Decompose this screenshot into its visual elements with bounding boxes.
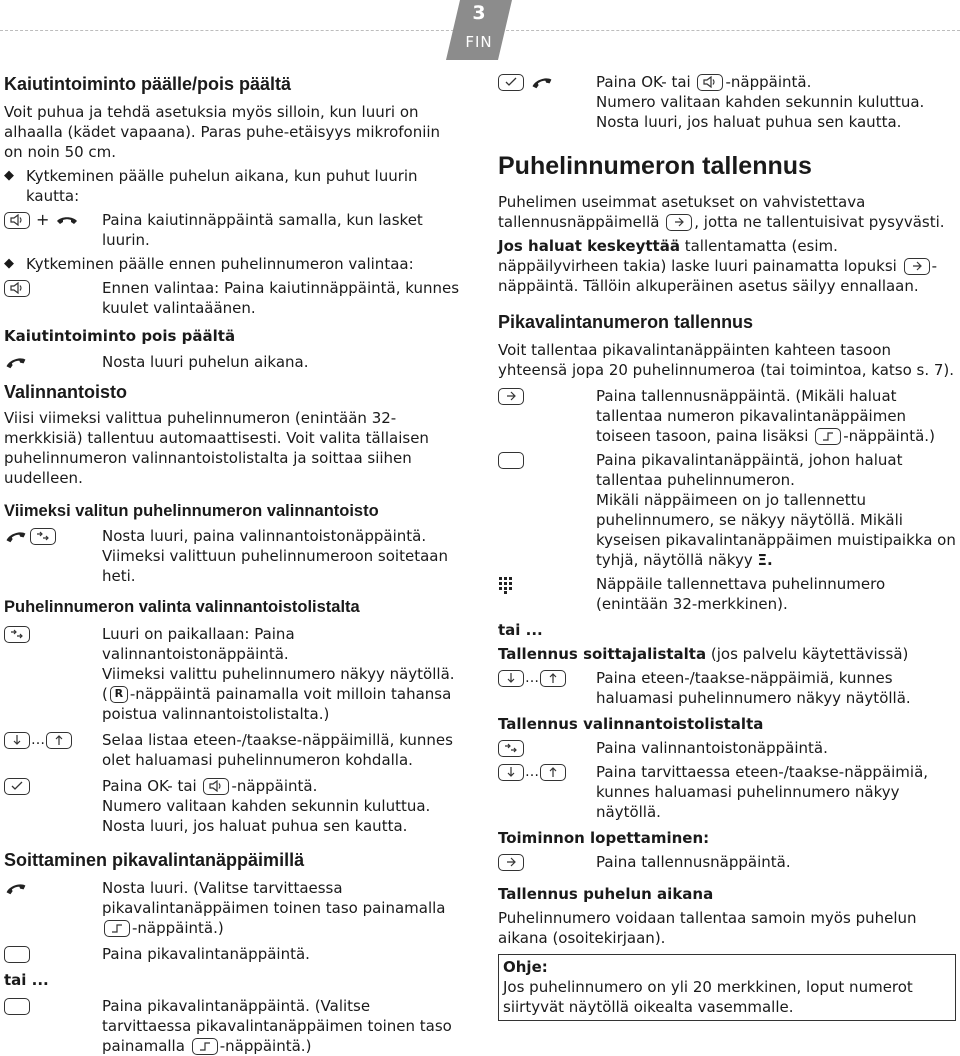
text-span: -näppäintä.: [725, 73, 812, 91]
text-span: Paina OK- tai: [102, 777, 197, 795]
up-key-icon: [540, 670, 566, 687]
text-span: Puhelimen useimmat asetukset on vahvistettava tallennusnäppäimellä: [498, 193, 866, 231]
instruction-text: Paina tallennusnäppäintä.: [596, 853, 791, 871]
down-key-icon: [4, 732, 30, 749]
ellipsis: …: [525, 764, 539, 780]
instruction-text: Paina valinnantoistonäppäintä.: [596, 739, 828, 757]
text-span: -näppäintä painamalla voit milloin tahansa poistua valinnantoistolistalta.): [102, 685, 452, 723]
text-span: Luuri on paikallaan: Paina valinnantoistonäppäintä.: [102, 625, 295, 663]
instruction-text: [102, 878, 462, 938]
instruction-text: Paina tarvittaessa eteen-/taakse-näppäimiä, kunnes haluamasi puhelinnumero näkyy näytöllä.: [596, 763, 929, 821]
diamond-bullet-icon: ◆: [4, 256, 14, 271]
save-key-icon: [498, 854, 524, 871]
speaker-key-icon: [4, 280, 30, 297]
section-title: Kaiutintoiminto päälle/pois päältä: [4, 74, 292, 94]
paragraph: [498, 236, 956, 296]
text-span: (jos palvelu käytettävissä): [706, 645, 909, 663]
speaker-key-icon: [697, 74, 723, 91]
shift-key-icon: [192, 1038, 218, 1055]
text-span: Paina pikavalintanäppäintä, johon haluat tallentaa puhelinnumeron.: [596, 451, 903, 489]
note-title: Ohje:: [503, 958, 548, 976]
text-span: Jos haluat keskeyttää: [498, 237, 680, 255]
section-title: Soittaminen pikavalintanäppäimillä: [4, 850, 305, 870]
text-span: Tallennus soittajalistalta: [498, 645, 707, 663]
instruction-text: [596, 386, 956, 446]
text-span: -näppäintä.): [132, 919, 224, 937]
page-number: 3: [472, 2, 486, 24]
instruction-row: [498, 574, 956, 614]
left-column: [4, 72, 462, 1056]
empty-memory-icon: Ξ.: [757, 551, 773, 569]
instruction-row: [4, 996, 462, 1056]
instruction-row: [498, 386, 956, 446]
save-key-icon: [904, 258, 930, 275]
down-key-icon: [498, 670, 524, 687]
or-label: tai ...: [498, 621, 543, 639]
redial-key-icon: [30, 528, 56, 545]
instruction-row: [498, 762, 956, 822]
instruction-row: [4, 526, 462, 586]
handset-icon: [4, 526, 28, 546]
instruction-text: Paina pikavalintanäppäintä.: [102, 945, 310, 963]
shift-key-icon: [815, 428, 841, 445]
paragraph: [498, 192, 956, 232]
subsection-title: [498, 644, 956, 664]
instruction-row: [498, 450, 956, 570]
redial-key-icon: [498, 740, 524, 757]
note-text: Jos puhelinnumero on yli 20 merkkinen, loput numerot siirtyvät näytöllä oikealta vasemmalle.: [503, 978, 913, 1016]
subsection-title: Tallennus puhelun aikana: [498, 885, 714, 903]
speed-dial-key-icon: [4, 946, 30, 963]
save-key-icon: [498, 388, 524, 405]
bullet-item: [4, 254, 462, 274]
instruction-row: [4, 730, 462, 770]
instruction-text: Nosta luuri puhelun aikana.: [102, 353, 309, 371]
text-span: Paina pikavalintanäppäintä. (Valitse tarvittaessa pikavalintanäppäimen toinen taso painamalla: [102, 997, 452, 1055]
instruction-text: [102, 624, 462, 724]
instruction-row: [4, 944, 462, 964]
text-span: Paina tallennusnäppäintä. (Mikäli haluat tallentaa numeron pikavalintanäppäimen toiseen tasoon, paina lisäksi: [596, 387, 907, 445]
paragraph: Voit tallentaa pikavalintanäppäinten kahteen tasoon yhteensä jopa 20 puhelinnumeroa (tai toimintoa, katso s. 7).: [498, 341, 955, 379]
paragraph: Voit puhua ja tehdä asetuksia myös silloin, kun luuri on alhaalla (kädet vapaana). Paras puhe-etäisyys mikrofoniin on noin 50 cm.: [4, 103, 441, 161]
instruction-text: [596, 72, 956, 132]
speaker-key-icon: [4, 212, 30, 229]
instruction-row: [498, 668, 956, 708]
section-title: Pikavalintanumeron tallennus: [498, 312, 754, 332]
subsection-title: Tallennus valinnantoistolistalta: [498, 715, 764, 733]
text-span: Viimeksi valittu puhelinnumero näkyy näytöllä. (: [102, 665, 455, 703]
note-box: [498, 954, 956, 1021]
text-span: , jotta ne tallentuisivat pysyvästi.: [694, 213, 945, 231]
text-span: tallentamatta (esim. näppäilyvirheen takia) laske luuri painamatta lopuksi: [498, 237, 897, 275]
keypad-icon: [498, 574, 514, 594]
text-span: -näppäintä.): [843, 427, 935, 445]
text-span: Nosta luuri. (Valitse tarvittaessa pikavalintanäppäimen toinen taso painamalla: [102, 879, 446, 917]
handset-icon: [4, 352, 28, 372]
up-key-icon: [540, 764, 566, 781]
speaker-key-icon: [203, 778, 229, 795]
instruction-text: Näppäile tallennettava puhelinnumero (enintään 32-merkkinen).: [596, 575, 886, 613]
text-span: -näppäintä.): [219, 1037, 312, 1055]
instruction-text: Ennen valintaa: Paina kaiutinnäppäintä, kunnes kuulet valintaäänen.: [102, 279, 460, 317]
instruction-row: [4, 776, 462, 836]
text-span: Paina OK- tai: [596, 73, 691, 91]
instruction-text: Paina eteen-/taakse-näppäimiä, kunnes haluamasi puhelinnumero näkyy näytöllä.: [596, 669, 911, 707]
handset-icon: [4, 878, 28, 898]
subsection-title: Toiminnon lopettaminen:: [498, 829, 710, 847]
ok-key-icon: [4, 778, 30, 795]
instruction-row: [4, 624, 462, 724]
instruction-text: [102, 996, 462, 1056]
right-column: [498, 72, 956, 1021]
bullet-item: [4, 166, 462, 206]
text-span: Numero valitaan kahden sekunnin kuluttua. Nosta luuri, jos haluat puhua sen kautta.: [596, 93, 925, 131]
text-span: Numero valitaan kahden sekunnin kuluttua. Nosta luuri, jos haluat puhua sen kautta.: [102, 797, 431, 835]
subsection-title: Kaiutintoiminto pois päältä: [4, 327, 236, 345]
r-key-icon: R: [110, 686, 128, 703]
up-key-icon: [46, 732, 72, 749]
speed-dial-key-icon: [4, 998, 30, 1015]
instruction-text: Paina kaiutinnäppäintä samalla, kun lasket luurin.: [102, 211, 423, 249]
page-tab: [446, 0, 512, 60]
text-span: -näppäintä.: [231, 777, 318, 795]
instruction-text: [102, 776, 462, 836]
section-title: Viimeksi valitun puhelinnumeron valinnantoisto: [4, 502, 379, 520]
plus-sign: +: [36, 210, 50, 229]
or-label: tai ...: [4, 971, 49, 989]
page-language: FIN: [465, 33, 493, 51]
instruction-row: [4, 878, 462, 938]
save-key-icon: [666, 214, 692, 231]
instruction-row: [4, 210, 462, 250]
instruction-text: [596, 450, 956, 570]
shift-key-icon: [104, 920, 130, 937]
instruction-row: [498, 852, 956, 872]
instruction-row: [498, 72, 956, 132]
ellipsis: …: [31, 732, 45, 748]
paragraph: Puhelinnumero voidaan tallentaa samoin myös puhelun aikana (osoitekirjaan).: [498, 909, 917, 947]
text-span: -näppäintä. Tällöin alkuperäinen asetus säilyy ennallaan.: [498, 257, 938, 295]
speed-dial-key-icon: [498, 452, 524, 469]
paragraph: Viisi viimeksi valittua puhelinnumeron (enintään 32-merkkisiä) tallentuu automaattisesti. Voit valita tällaisen puhelinnumeron valinnantoistolistalta ja soittaa siihen uudelleen.: [4, 409, 429, 487]
down-key-icon: [498, 764, 524, 781]
ok-key-icon: [498, 74, 524, 91]
instruction-text: Selaa listaa eteen-/taakse-näppäimillä, kunnes olet haluamasi puhelinnumeron kohdalla.: [102, 731, 453, 769]
bullet-text: Kytkeminen päälle ennen puhelinnumeron valintaa:: [26, 255, 414, 273]
instruction-text: Nosta luuri, paina valinnantoistonäppäintä. Viimeksi valittuun puhelinnumeroon soitetaan heti.: [102, 527, 448, 585]
ellipsis: …: [525, 670, 539, 686]
bullet-text: Kytkeminen päälle puhelun aikana, kun puhut luurin kautta:: [26, 167, 418, 205]
section-title: Puhelinnumeron tallennus: [498, 152, 812, 180]
handset-icon: [530, 72, 554, 92]
instruction-row: [498, 738, 956, 758]
handset-icon: [55, 210, 79, 230]
text-span: Mikäli näppäimeen on jo tallennettu puhelinnumero, se näkyy näytöllä. Mikäli kyseisen pikavalintanäppäimen muistipaikka on tyhjä, näytöllä näkyy: [596, 491, 956, 569]
diamond-bullet-icon: ◆: [4, 168, 14, 183]
instruction-row: [4, 352, 462, 372]
section-title: Puhelinnumeron valinta valinnantoistolistalta: [4, 598, 360, 616]
section-title: Valinnantoisto: [4, 382, 128, 402]
redial-key-icon: [4, 626, 30, 643]
instruction-row: [4, 278, 462, 318]
